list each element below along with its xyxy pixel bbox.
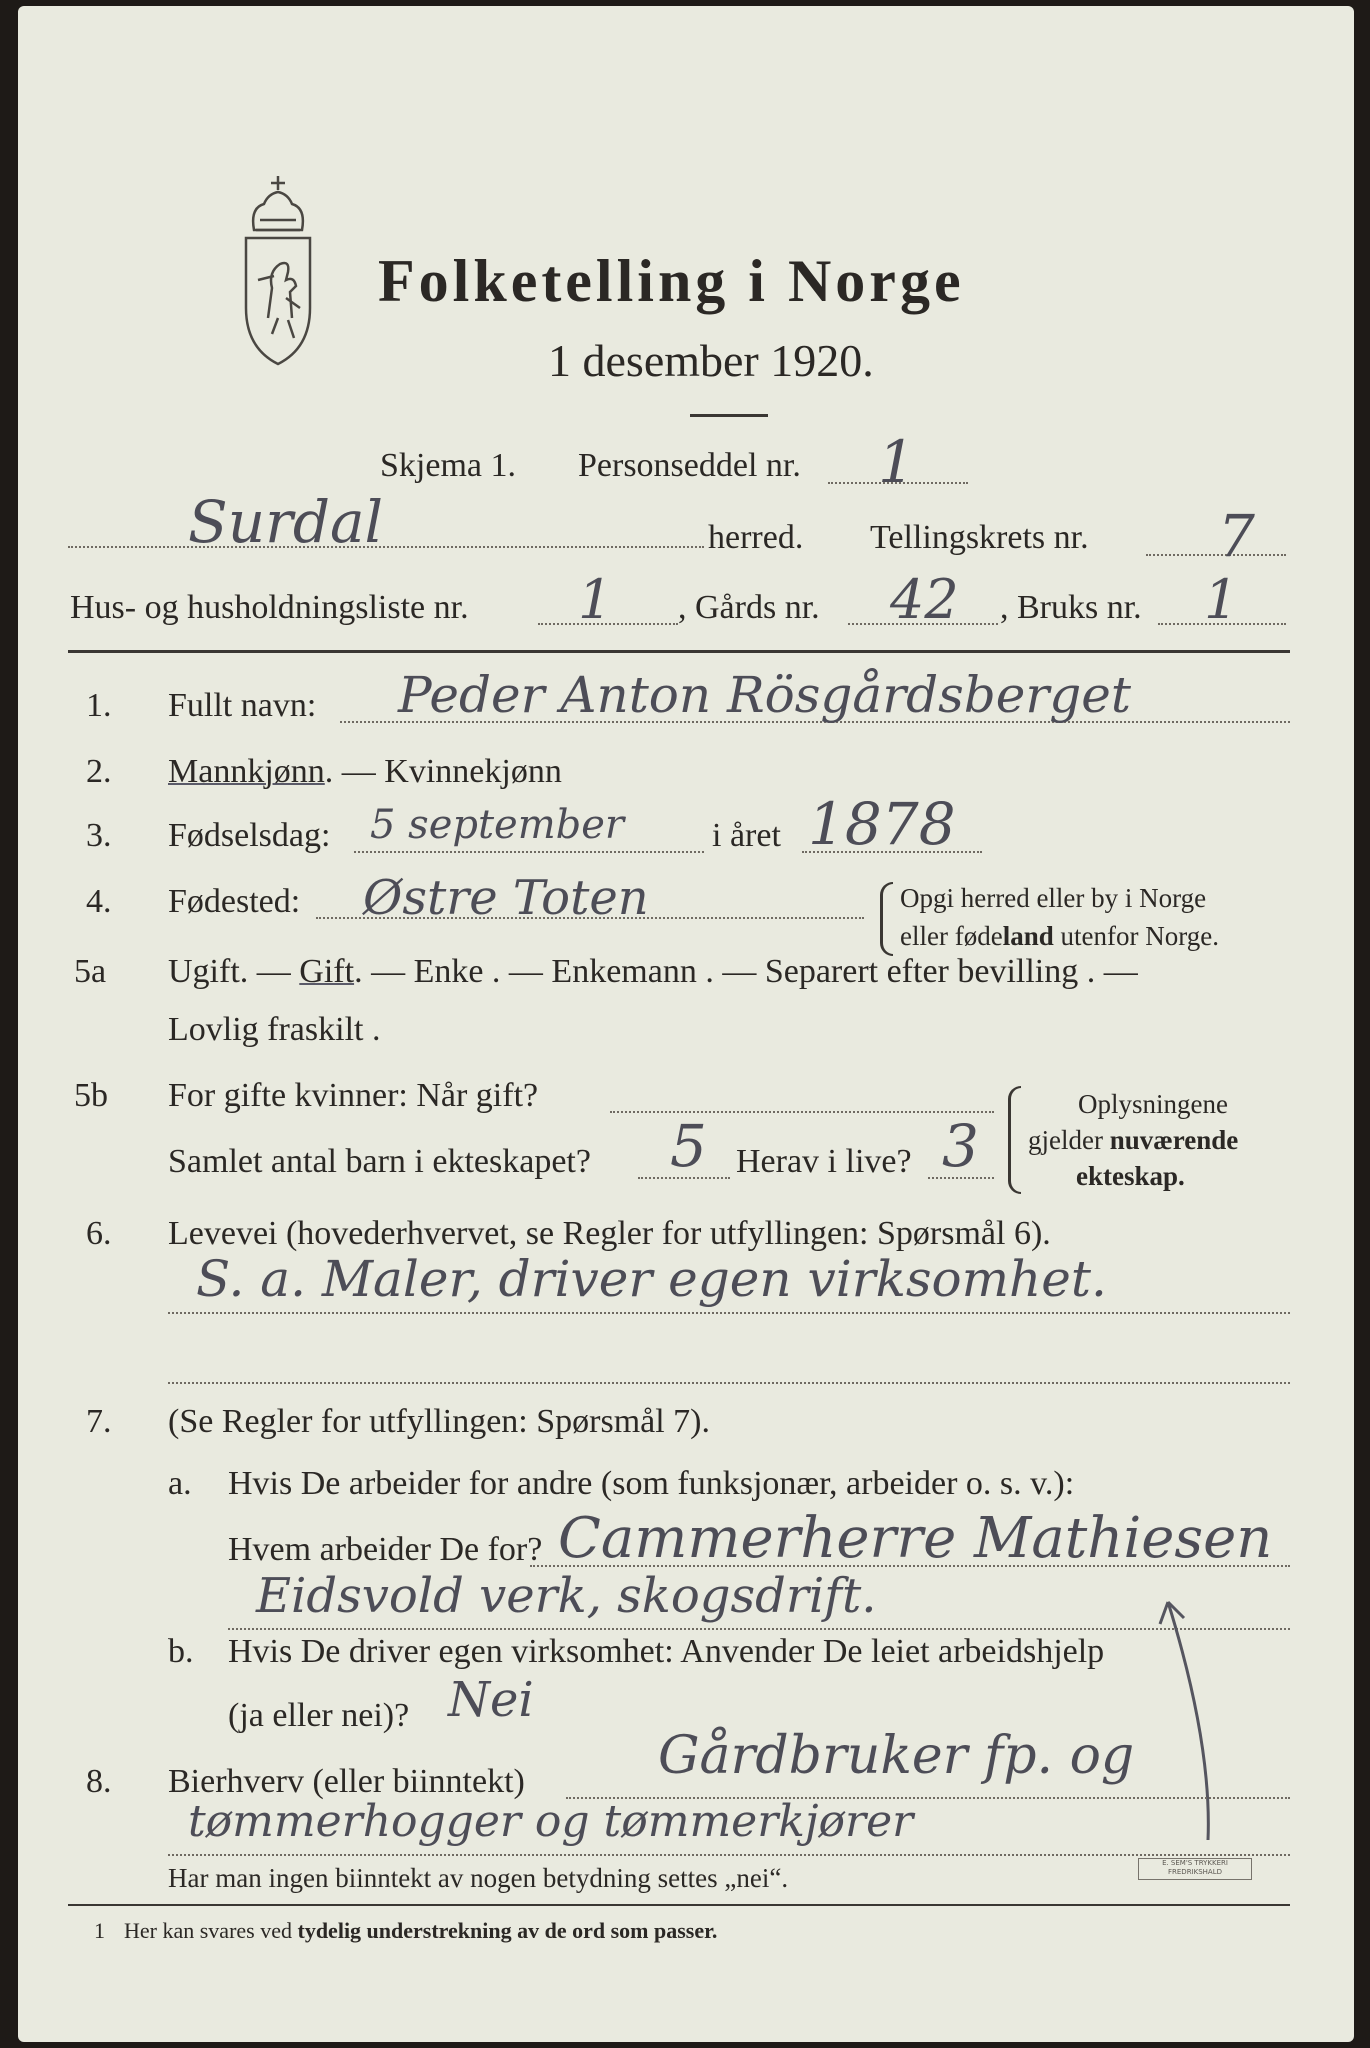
q6-line-2 <box>168 1382 1290 1384</box>
census-form-sheet <box>18 6 1354 2042</box>
norwegian-lion-coat-of-arms-icon <box>228 168 328 368</box>
gards-value: 42 <box>890 568 959 631</box>
q5a-number: 5a <box>74 953 107 990</box>
q5b-married-line <box>610 1111 994 1113</box>
herred-value: Surdal <box>188 488 384 556</box>
arrow-annotation-icon <box>1158 1594 1228 1844</box>
employer-value-2: Eidsvold verk, skogsdrift. <box>256 1568 877 1624</box>
q3-number: 3. <box>86 817 112 854</box>
hired-help-value: Nei <box>448 1672 534 1728</box>
q1-number: 1. <box>86 687 112 724</box>
q7b-label-1: Hvis De driver egen virksomhet: Anvender De leiet arbeidshjelp <box>228 1633 1105 1670</box>
q4-note-1: Opgi herred eller by i Norge <box>900 883 1207 913</box>
hus-label: Hus- og husholdningsliste nr. <box>70 589 469 626</box>
census-date: 1 desember 1920. <box>548 335 874 386</box>
q2-mannkjonn-option: Mannkjønn <box>168 753 325 790</box>
side-occupation-value-2: tømmerhogger og tømmerkjører <box>188 1796 914 1847</box>
personseddel-label: Personseddel nr. <box>578 447 801 484</box>
q5b-brace <box>1008 1086 1021 1194</box>
footnote-number: 1 <box>94 1918 105 1943</box>
q7b-label-2: (ja eller nei)? <box>228 1697 410 1734</box>
q5b-label-2: Samlet antal barn i ekteskapet? <box>168 1143 591 1180</box>
employer-value-1: Cammerherre Mathiesen <box>558 1506 1273 1571</box>
q5b-note-1: Oplysningene <box>1078 1089 1228 1119</box>
bruks-label: , Bruks nr. <box>1000 589 1142 626</box>
q5b-label-1: For gifte kvinner: Når gift? <box>168 1077 539 1114</box>
q4-brace <box>880 882 893 956</box>
herred-line <box>68 546 704 548</box>
side-occupation-value-1: Gårdbruker fp. og <box>658 1726 1135 1786</box>
q5a-line2: Lovlig fraskilt . <box>168 1011 381 1048</box>
birthday-value: 5 september <box>370 802 625 848</box>
form-title: Folketelling i Norge <box>378 248 965 314</box>
footnote-text: Her kan svares ved tydelig understrekning av de ord som passer. <box>124 1918 718 1943</box>
q7b-letter: b. <box>168 1633 194 1670</box>
q5b-label-3: Herav i live? <box>736 1143 912 1180</box>
q7a-label-1: Hvis De arbeider for andre (som funksjonær, arbeider o. s. v.): <box>228 1465 1075 1502</box>
q8-note: Har man ingen biinntekt av nogen betydning settes „nei“. <box>168 1863 789 1893</box>
q5b-number: 5b <box>74 1077 108 1114</box>
schema-label: Skjema 1. <box>380 447 516 484</box>
q7a-letter: a. <box>168 1465 192 1502</box>
tellingskrets-line <box>1146 554 1286 556</box>
alive-value: 3 <box>942 1112 979 1180</box>
q5a-options: Ugift. — Gift. — Enke . — Enkemann . — Separert efter bevilling . — <box>168 953 1138 990</box>
q4-label: Fødested: <box>168 883 301 920</box>
tellingskrets-value: 7 <box>1218 502 1255 570</box>
q7-number: 7. <box>86 1403 112 1440</box>
q8-number: 8. <box>86 1763 112 1800</box>
personseddel-value: 1 <box>878 428 915 496</box>
q7a-label-2: Hvem arbeider De for? <box>228 1531 543 1568</box>
q2-kvinnekjonn-option: . — Kvinnekjønn <box>324 753 562 790</box>
husliste-value: 1 <box>578 568 613 631</box>
herred-label: herred. <box>708 519 804 556</box>
q2-number: 2. <box>86 753 112 790</box>
printer-stamp: E. SEM'S TRYKKERI FREDRIKSHALD <box>1138 1858 1252 1880</box>
q6-line-1 <box>168 1312 1290 1314</box>
q6-number: 6. <box>86 1215 112 1252</box>
q3-label: Fødselsdag: <box>168 817 331 854</box>
q8-label: Bierhverv (eller biinntekt) <box>168 1763 525 1800</box>
birthplace-value: Østre Toten <box>363 870 649 926</box>
q5a-gift-option: Gift <box>299 953 355 990</box>
tellingskrets-label: Tellingskrets nr. <box>870 519 1089 556</box>
full-name-value: Peder Anton Rösgårdsberget <box>398 666 1131 724</box>
bruks-value: 1 <box>1204 568 1239 631</box>
footnote-divider <box>68 1904 1290 1906</box>
q7-label: (Se Regler for utfyllingen: Spørsmål 7). <box>168 1403 711 1440</box>
q5b-note-2: gjelder nuværende <box>1028 1125 1239 1155</box>
occupation-value: S. a. Maler, driver egen virksomhet. <box>196 1250 1107 1308</box>
q7a-line-2 <box>228 1628 1290 1630</box>
children-value: 5 <box>670 1112 707 1180</box>
q4-number: 4. <box>86 883 112 920</box>
q3-line <box>354 851 704 853</box>
q8-line-2 <box>168 1854 1290 1856</box>
q6-label: Levevei (hovederhvervet, se Regler for utfyllingen: Spørsmål 6). <box>168 1215 1051 1252</box>
header-divider <box>68 650 1290 653</box>
q5b-note-3: ekteskap. <box>1076 1161 1185 1191</box>
birth-year-value: 1878 <box>808 790 956 858</box>
q3-year-label: i året <box>712 817 781 854</box>
gards-label: , Gårds nr. <box>678 589 820 626</box>
title-divider <box>690 414 768 417</box>
q1-label: Fullt navn: <box>168 687 317 724</box>
q4-note-2: eller fødeland utenfor Norge. <box>900 921 1219 951</box>
q2-options <box>168 752 562 792</box>
